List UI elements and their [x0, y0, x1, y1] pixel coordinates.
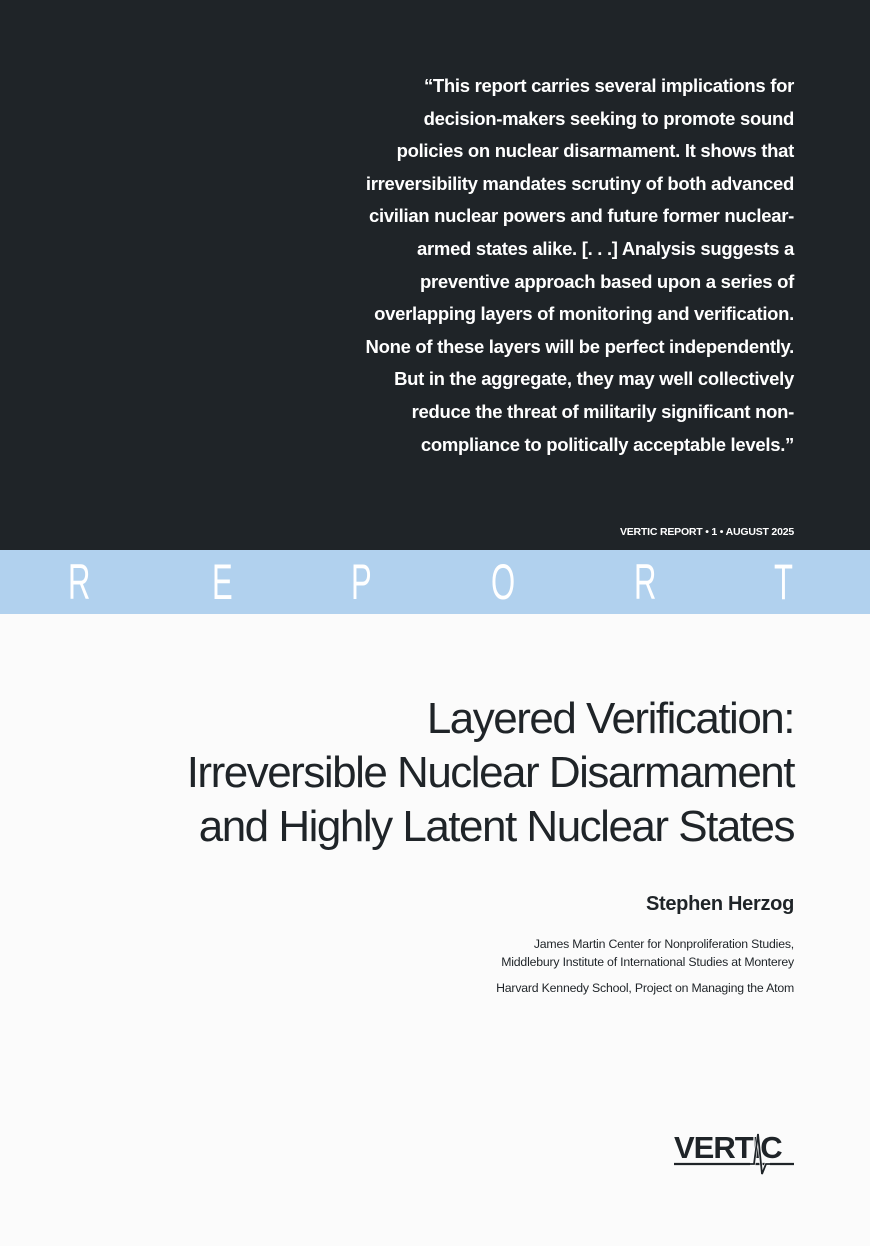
report-band-letter: T — [774, 554, 793, 610]
report-title — [94, 692, 794, 854]
quote-line: civilian nuclear powers and future former nuclear- — [368, 205, 794, 227]
quote-line: overlapping layers of monitoring and verification. — [374, 303, 794, 325]
vertic-logo-mark — [674, 1128, 794, 1178]
author-name: Stephen Herzog — [645, 893, 794, 915]
affiliation-line: James Martin Center for Nonproliferation Studies, — [533, 937, 794, 951]
report-band-letter: E — [212, 554, 233, 610]
quote-line: irreversibility mandates scrutiny of both advanced — [365, 172, 794, 194]
cover-quote — [354, 70, 794, 461]
affiliation-line: Harvard Kennedy School, Project on Managing the Atom — [496, 981, 794, 995]
title-line: Layered Verification: — [426, 694, 794, 743]
report-series-label: VERTIC REPORT • 1 • AUGUST 2025 — [619, 526, 794, 538]
quote-line: reduce the threat of militarily significant non- — [411, 400, 794, 422]
title-line: and Highly Latent Nuclear States — [198, 802, 794, 851]
quote-line: None of these layers will be perfect independently. — [365, 335, 794, 357]
report-band-letter: O — [491, 554, 516, 610]
author-affiliations — [496, 935, 794, 997]
logo-text: VERTIC — [674, 1130, 782, 1165]
quote-line: “This report carries several implications for — [423, 75, 794, 96]
quote-line: preventive approach based upon a series of — [420, 270, 794, 292]
quote-line: policies on nuclear disarmament. It shows that — [396, 140, 794, 162]
quote-line: armed states alike. [. . .] Analysis suggests a — [417, 237, 794, 259]
report-band — [0, 550, 870, 614]
report-band-letter: R — [68, 554, 91, 610]
report-band-letter: R — [634, 554, 657, 610]
quote-line: decision-makers seeking to promote sound — [423, 107, 794, 129]
quote-line: compliance to politically acceptable levels.” — [420, 433, 794, 455]
vertic-logo — [674, 1128, 794, 1178]
affiliation-line: Middlebury Institute of International Studies at Monterey — [501, 955, 794, 969]
quote-panel — [0, 0, 870, 550]
quote-line: But in the aggregate, they may well collectively — [394, 368, 794, 390]
title-line: Irreversible Nuclear Disarmament — [186, 748, 794, 797]
report-band-letter: P — [351, 554, 372, 610]
